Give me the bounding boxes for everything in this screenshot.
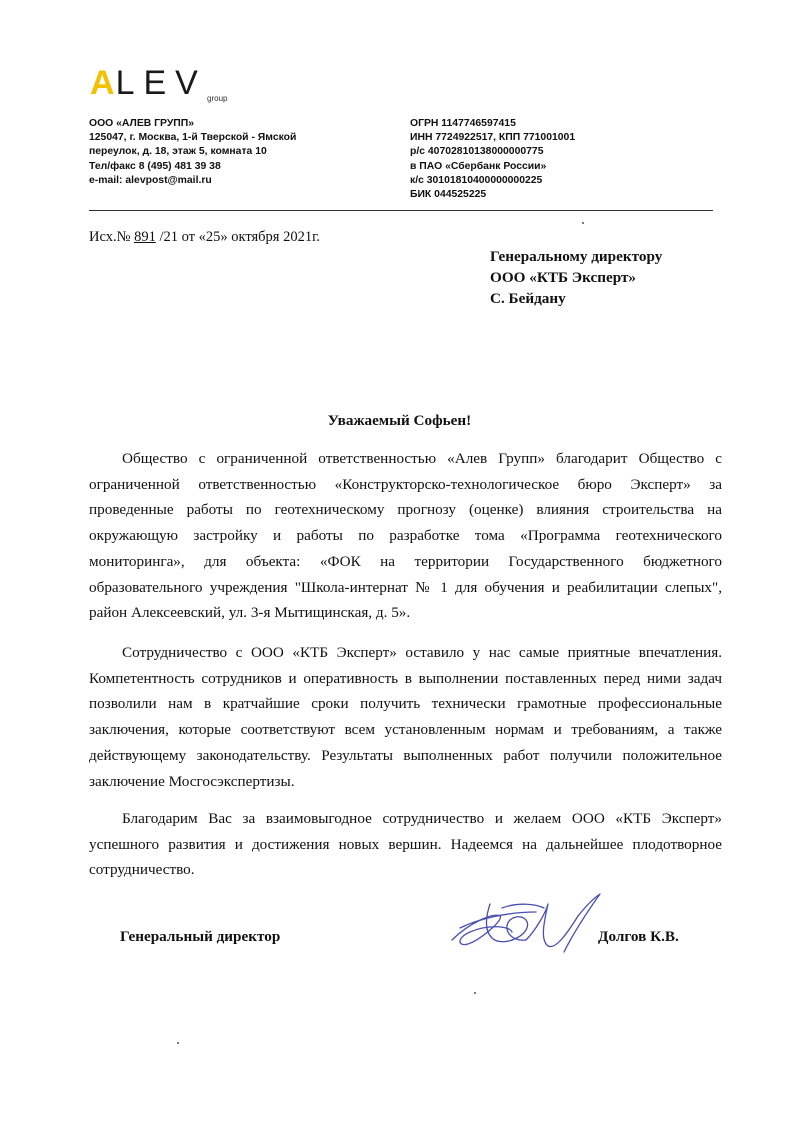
- scan-speck: [474, 992, 476, 994]
- addressee-position: Генеральному директору: [490, 248, 663, 265]
- outgoing-number-value: 891: [134, 229, 156, 245]
- scan-speck: [582, 222, 584, 224]
- scan-speck: [177, 1042, 179, 1044]
- inn-kpp: ИНН 7724922517, КПП 771001001: [410, 132, 576, 144]
- company-name: ООО «АЛЕВ ГРУПП»: [89, 118, 195, 129]
- company-bank-details: [410, 117, 575, 202]
- company-address-line-1: 125047, г. Москва, 1-й Тверской - Ямской: [89, 132, 297, 144]
- addressee-name: С. Бейдану: [490, 290, 566, 307]
- outgoing-prefix: Исх.№: [89, 229, 135, 245]
- company-address-line-2: переулок, д. 18, этаж 5, комната 10: [89, 146, 267, 158]
- company-logo: [90, 66, 240, 106]
- correspondent-account: к/с 30101810400000000225: [410, 174, 543, 186]
- bank-name: в ПАО «Сбербанк России»: [410, 160, 547, 172]
- ogrn: ОГРН 1147746597415: [410, 118, 516, 129]
- header-divider: [89, 210, 713, 211]
- addressee-block: [490, 246, 662, 309]
- company-phone: Тел/факс 8 (495) 481 39 38: [89, 160, 221, 172]
- signatory-name: Долгов К.В.: [598, 928, 679, 945]
- paragraph-text: Благодарим Вас за взаимовыгодное сотрудничество и желаем ООО «КТБ Эксперт» успешного развития и достижения новых вершин. Надеемся на дальнейшее плодотворное сотрудничество.: [89, 810, 722, 879]
- bik: БИК 044525225: [410, 189, 487, 201]
- signatory-title: Генеральный директор: [120, 928, 281, 945]
- handwritten-signature: [440, 882, 610, 962]
- logo-letter-a: A: [90, 64, 116, 102]
- logo-letters-lev: LEV: [115, 64, 207, 102]
- body-paragraph: [89, 446, 722, 626]
- company-email: e-mail: alevpost@mail.ru: [89, 174, 212, 186]
- paragraph-text: Сотрудничество с ООО «КТБ Эксперт» оставило у нас самые приятные впечатления. Компетентность сотрудников и оперативность в выполнении поставленных перед ними задач позволили нам в кратчайшие сроки получить технически грамотные профессиональные заключения, которые соответствуют всем установленным нормам и требованиям, а также действующему законодательству. Результаты выполненных работ получили положительное заключение Мосгосэкспертизы.: [89, 644, 722, 790]
- addressee-company: ООО «КТБ Эксперт»: [490, 269, 637, 286]
- bank-account: р/с 40702810138000000775: [410, 146, 544, 158]
- outgoing-date: /21 от «25» октября 2021г.: [155, 229, 321, 245]
- body-paragraph: [89, 806, 722, 883]
- outgoing-number: [89, 229, 320, 246]
- salutation: Уважаемый Софьен!: [327, 412, 472, 429]
- company-contact-block: [89, 117, 296, 188]
- body-paragraph: [89, 640, 722, 794]
- paragraph-text: Общество с ограниченной ответственностью «Алев Групп» благодарит Общество с ограниченной ответственностью «Конструкторско-технологическое бюро Эксперт» за проведенные работы по геотехническому прогнозу (оценке) влияния строительства на окружающую застройку и работы по разработке тома «Программа геотехнического мониторинга», для объекта: «ФОК на территории Государственного бюджетного образовательного учреждения "Школа-интернат № 1 для обучения и реабилитации слепых", район Алексеевский, ул. 3-я Мытищинская, д. 5».: [89, 450, 722, 622]
- logo-group-label: group: [207, 94, 228, 103]
